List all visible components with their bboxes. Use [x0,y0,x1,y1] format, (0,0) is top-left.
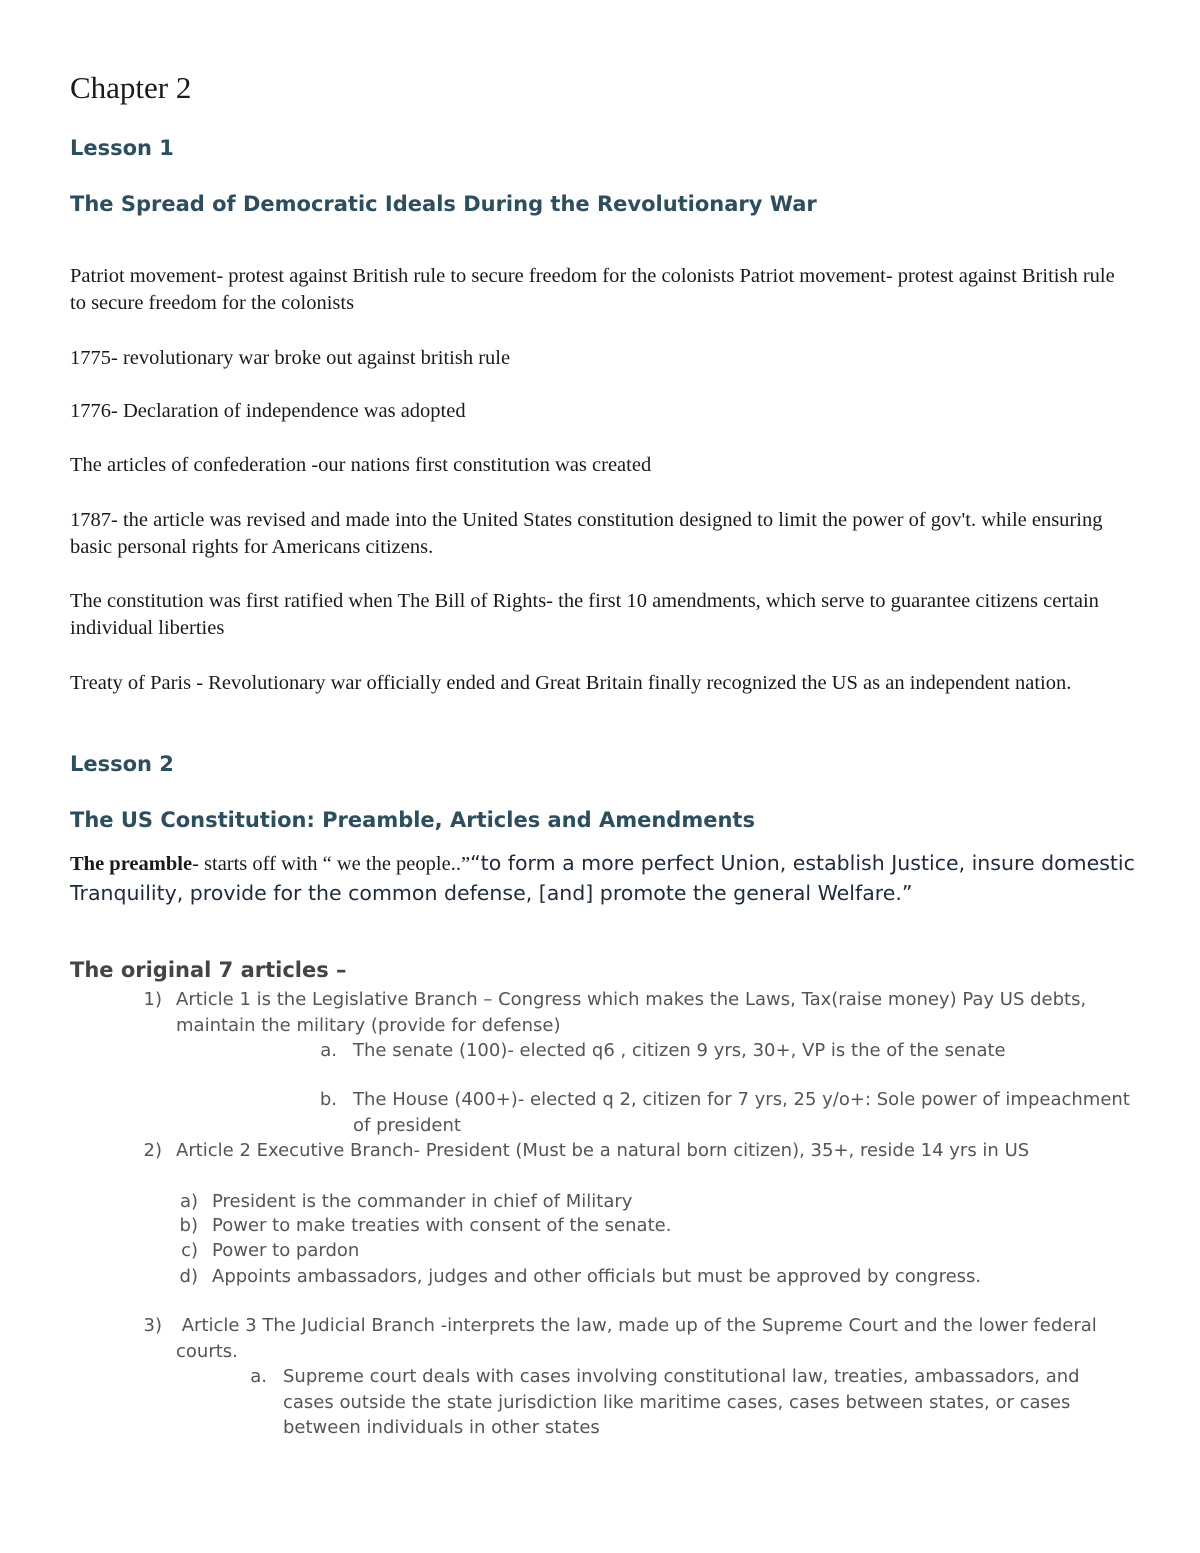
list-marker: a. [250,1366,267,1387]
list-marker: 3) [143,1315,162,1336]
preamble-paragraph [70,850,1150,909]
list-item-text: The House (400+)- elected q 2, citizen for 7 yrs, 25 y/o+: Sole power of impeachment of president [353,1089,1188,1136]
list-item-text: The senate (100)- elected q6 , citizen 9 yrs, 30+, VP is the of the senate [353,1040,1006,1061]
preamble-quote: “to form a more perfect Union, establish Justice, insure domestic Tranquility, provide for the common defense, [and] promote the general Welfare.” [70,851,1135,905]
chapter-title: Chapter 2 [70,70,192,105]
paragraph-bill-of-rights: The constitution was first ratified when The Bill of Rights- the first 10 amendments, which serve to guarantee citizens certain individual liberties [70,590,1099,639]
articles-heading: The original 7 articles – [70,958,347,982]
paragraph-treaty-of-paris: Treaty of Paris - Revolutionary war officially ended and Great Britain finally recognized the US as an independent nation. [70,672,1072,694]
list-marker: d) [179,1266,198,1287]
lesson-2-label: Lesson 2 [70,752,174,776]
preamble-lead-text: - starts off with “ we the people..” [192,853,471,875]
paragraph-1787: 1787- the article was revised and made into the United States constitution designed to limit the power of gov't. while ensuring basic personal rights for Americans citizens. [70,509,1103,558]
list-item-text: Article 1 is the Legislative Branch – Congress which makes the Laws, Tax(raise money) Pay US debts, maintain the military (provide for defense) [176,989,1087,1036]
list-marker: a) [179,1191,198,1212]
paragraph-patriot-movement: Patriot movement- protest against British rule to secure freedom for the colonists Patriot movement- protest against British rule to secure freedom for the colonists [70,265,1115,314]
paragraph-1776: 1776- Declaration of independence was adopted [70,400,466,422]
list-item-text: Power to pardon [212,1240,360,1261]
list-marker: a. [320,1040,337,1061]
list-item-text: Article 3 The Judicial Branch -interprets the law, made up of the Supreme Court and the lower federal courts. [176,1315,1103,1362]
preamble-term: The preamble [70,853,193,875]
list-marker: c) [181,1240,198,1261]
list-marker: 2) [143,1140,162,1161]
list-marker: b. [319,1089,337,1110]
list-item-text: Supreme court deals with cases involving constitutional law, treaties, ambassadors, and cases outside the state jurisdiction like maritime cases, cases between states, or cases between individuals in other states [283,1366,1080,1438]
lesson-1-title: The Spread of Democratic Ideals During the Revolutionary War [70,192,817,216]
list-item-text: Article 2 Executive Branch- President (Must be a natural born citizen), 35+, reside 14 yrs in US [176,1140,1030,1161]
list-item-text: Power to make treaties with consent of the senate. [212,1215,672,1236]
lesson-2-title: The US Constitution: Preamble, Articles and Amendments [70,808,755,832]
paragraph-1775: 1775- revolutionary war broke out against british rule [70,347,511,369]
lesson-1-label: Lesson 1 [70,136,174,160]
paragraph-articles-confederation: The articles of confederation -our nations first constitution was created [70,454,652,476]
list-item-text: President is the commander in chief of Military [212,1191,633,1212]
list-marker: b) [179,1215,198,1236]
list-item-text: Appoints ambassadors, judges and other officials but must be approved by congress. [212,1266,982,1287]
list-marker: 1) [143,989,162,1010]
